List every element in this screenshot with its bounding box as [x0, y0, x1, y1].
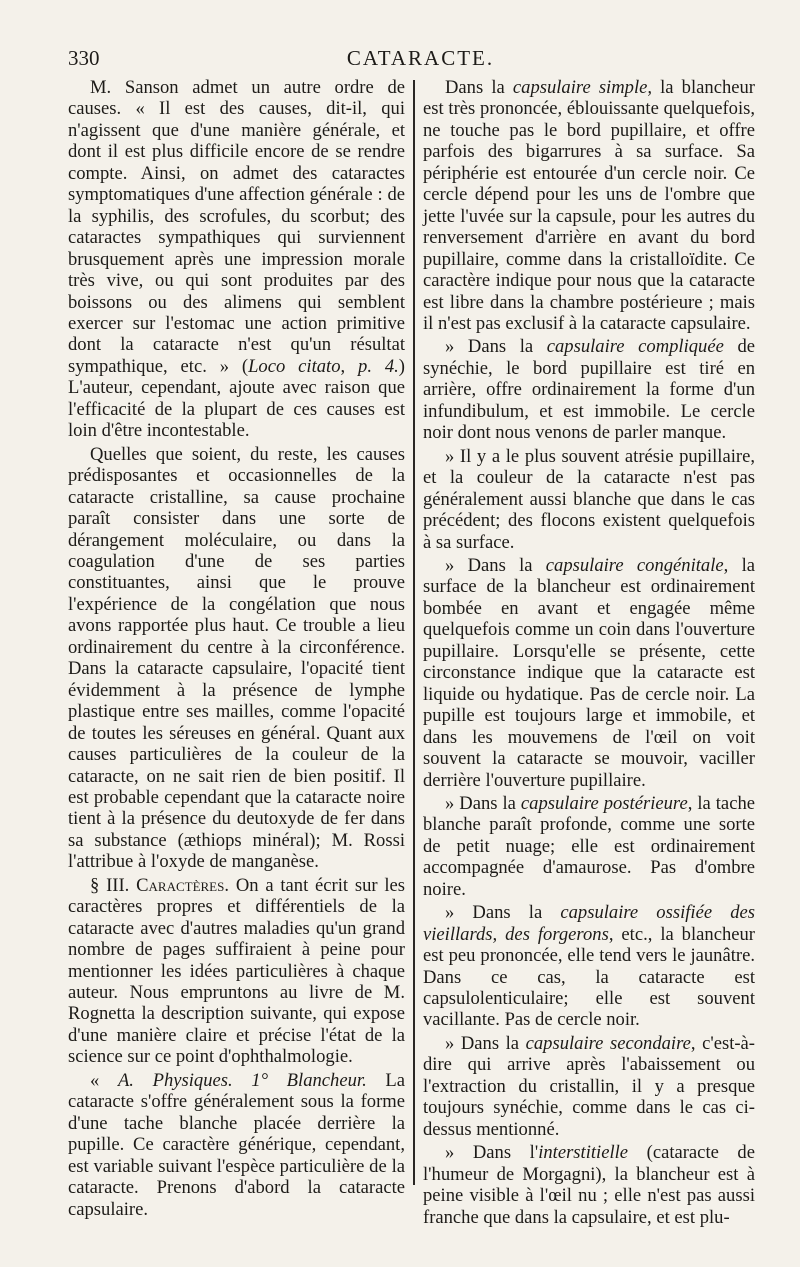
citation: Loco citato: [248, 355, 341, 377]
term: interstitielle: [538, 1142, 629, 1164]
term: capsulaire ossifiée des vieillards, des forgerons: [423, 902, 756, 945]
subheading: A. Physiques. 1° Blancheur.: [117, 1069, 367, 1091]
section-number: § III.: [90, 874, 130, 896]
paragraph: M. Sanson admet un autre ordre de causes. « Il est des causes, dit-il, qui n'agissent que d'une manière générale, et dont il est plus difficile encore de se rendre compte. Ainsi, on admet des cataractes symptomatiques d'une affection générale : de la syphilis, des scrofules, du scorbut; des cataractes sympathiques qui surviennent brusquement après une impression morale très vive, ou qui sont produites par des boissons ou des alimens qui semblent exercer sur l'estomac une action primitive dont la cataracte n'est qu'un résultat sympathique, etc. » (Loco citato, p. 4.) L'auteur, cependant, ajoute avec raison que l'efficacité de la plupart de ces causes est loin d'être incontestable.: [68, 77, 405, 442]
term: capsulaire congénitale: [545, 554, 724, 576]
left-column: [68, 77, 405, 1222]
term: capsulaire postérieure: [520, 792, 688, 814]
paragraph: « A. Physiques. 1° Blancheur. La cataracte s'offre généralement sous la forme d'une tache blanche placée derrière la pupille. Ce caractère générique, cependant, est variable suivant l'espèce particulière de la cataracte. Prenons d'abord la cataracte capsulaire.: [68, 1069, 405, 1220]
page-number: 330: [68, 46, 100, 70]
section-heading: Caractères.: [136, 874, 230, 896]
paragraph: » Dans l'interstitielle (cataracte de l'humeur de Morgagni), la blancheur est à peine visible à l'œil nu ; elle n'est pas aussi franche que dans la capsulaire, et est plu-: [423, 1142, 755, 1228]
paragraph: » Dans la capsulaire ossifiée des vieillards, des forgerons, etc., la blancheur est peu prononcée, elle tend vers le jaunâtre. Dans ce cas, la cataracte est capsulolenticulaire; elle est souvent vacillante. Pas de cercle noir.: [423, 902, 756, 1031]
column-divider: [413, 80, 415, 1185]
paragraph: » Dans la capsulaire postérieure, la tache blanche paraît profonde, comme une sorte de petit nuage; elle est ordinairement accompagnée d'amaurose. Pas d'ombre noire.: [423, 792, 755, 900]
section-paragraph: § III. Caractères. On a tant écrit sur les caractères propres et différentiels de la cataracte avec d'autres maladies qu'un grand nombre de pages suffiraient à peine pour mentionner les idées particulières à chaque auteur. Nous empruntons au livre de M. Rognetta la description suivante, qui expose d'une manière claire et précise l'état de la science sur ce point d'ophthalmologie.: [68, 874, 406, 1068]
page-header: [68, 46, 773, 70]
paragraph: Dans la capsulaire simple, la blancheur est très prononcée, éblouissante quelquefois, ne touche pas le bord pupillaire, et offre parfois des bigarrures à sa surface. Sa périphérie est entourée d'un cercle noir. Ce cercle dépend pour les uns de l'ombre que jette l'uvée sur la capsule, pour les autres du renversement d'arrière en avant du bord pupillaire, comme dans la cristalloïdite. Ce caractère indique pour nous que la cataracte est libre dans la chambre postérieure ; mais il n'est pas exclusif à la cataracte capsulaire.: [423, 77, 755, 334]
term: capsulaire simple,: [512, 77, 653, 98]
paragraph: » Il y a le plus souvent atrésie pupillaire, et la couleur de la cataracte n'est pas généralement aussi blanche que dans le cas précédent; des flocons existent quelquefois à sa surface.: [423, 445, 755, 553]
paragraph: » Dans la capsulaire compliquée de synéchie, le bord pupillaire est tiré en arrière, offre ordinairement la forme d'un infundibulum, et est immobile. Le cercle noir dont nous venons de parler manque.: [423, 336, 756, 444]
paragraph: Quelles que soient, du reste, les causes prédisposantes et occasionnelles de la cataracte cristalline, sa cause prochaine paraît consister dans une sorte de dérangement moléculaire, ou dans la coagulation d'une de ses parties constituantes, ainsi que le prouve l'expérience de la congélation que nous avons rapportée plus haut. Ce trouble a lieu ordinairement du centre à la circonférence. Dans la cataracte capsulaire, l'opacité tient évidemment à la présence de lymphe plastique entre ses mailles, comme l'opacité de toutes les séreuses en général. Quant aux causes particulières de la couleur de la cataracte, on ne sait rien de bien positif. Il est probable cependant que la cataracte noire tient à la présence du deutoxyde de fer dans sa substance (æthiops minéral); M. Rossi l'attribue à l'oxyde de manganèse.: [68, 443, 405, 873]
term: capsulaire compliquée: [546, 336, 724, 358]
right-column: [423, 77, 755, 1230]
term: capsulaire secondaire: [525, 1032, 691, 1054]
paragraph: » Dans la capsulaire secondaire, c'est-à-dire qui arrive après l'abaissement ou l'extraction du cristallin, il y a presque toujours synéchie, comme dans le cas ci-dessus mentionné.: [423, 1032, 755, 1140]
paragraph: » Dans la capsulaire congénitale, la surface de la blancheur est ordinairement bombée en avant et engagée même quelquefois comme un coin dans l'ouverture pupillaire. Lorsqu'elle se présente, cette circonstance indique que la cataracte est liquide ou hydatique. Pas de cercle noir. La pupille est toujours large et immobile, et dans les mouvemens de l'œil on voit souvent la cataracte se mouvoir, vaciller derrière l'ouverture pupillaire.: [423, 554, 755, 791]
running-title: CATARACTE.: [346, 46, 495, 70]
citation-page: p. 4.: [358, 355, 399, 377]
